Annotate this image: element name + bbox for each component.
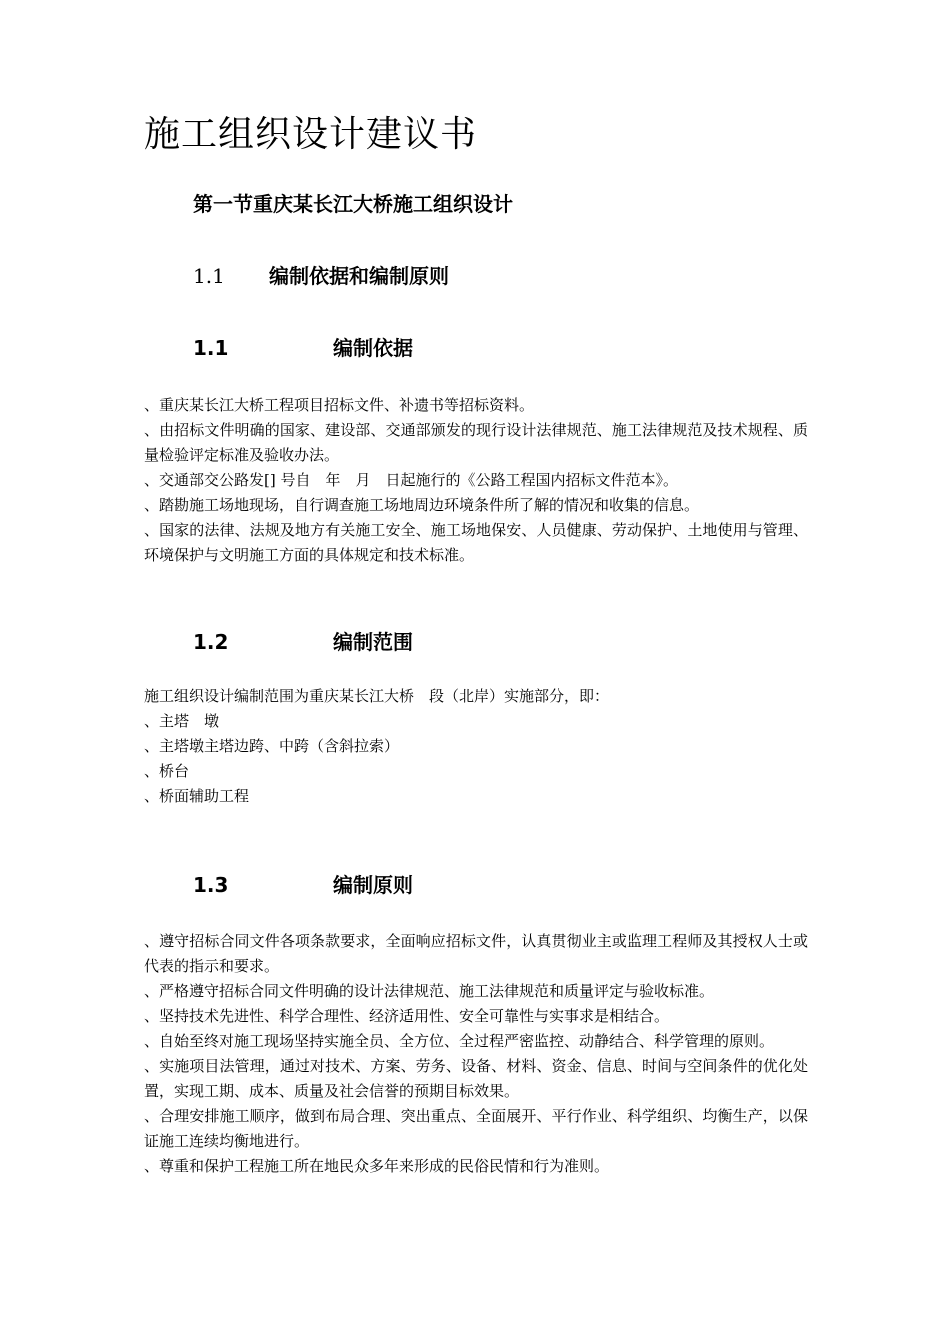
paragraph: 、合理安排施工顺序，做到布局合理、突出重点、全面展开、平行作业、科学组织、均衡生产，以保证施工连续均衡地进行。 (144, 1107, 808, 1150)
paragraph: 、交通部交公路发[] 号自 年 月 日起施行的《公路工程国内招标文件范本》。 (144, 471, 678, 489)
paragraph: 施工组织设计编制范围为重庆某长江大桥 段（北岸）实施部分，即： (144, 687, 610, 705)
document-title: 施工组织设计建议书 (144, 114, 478, 155)
subsection-heading-basis (193, 332, 413, 361)
section-title: 第一节重庆某长江大桥施工组织设计 (193, 192, 513, 216)
paragraph: 、由招标文件明确的国家、建设部、交通部颁发的现行设计法律规范、施工法律规范及技术规程、质量检验评定标准及验收办法。 (144, 421, 808, 464)
scope-paragraphs (144, 684, 808, 809)
chapter-number: 1.1 (193, 264, 225, 288)
chapter-title: 编制依据和编制原则 (269, 264, 449, 288)
list-item: 、桥台 (144, 762, 190, 780)
paragraph: 、坚持技术先进性、科学合理性、经济适用性、安全可靠性与实事求是相结合。 (144, 1007, 670, 1025)
list-item: 、主塔墩主塔边跨、中跨（含斜拉索） (144, 737, 400, 755)
paragraph: 、严格遵守招标合同文件明确的设计法律规范、施工法律规范和质量评定与验收标准。 (144, 982, 715, 1000)
subsection-heading-scope (193, 626, 413, 655)
subsection-title: 编制原则 (333, 873, 413, 897)
paragraph: 、尊重和保护工程施工所在地民众多年来形成的民俗民情和行为准则。 (144, 1157, 610, 1175)
basis-paragraphs (144, 393, 808, 568)
list-item: 、主塔 墩 (144, 712, 220, 730)
subsection-number: 1.3 (193, 873, 229, 897)
paragraph: 、踏勘施工场地现场，自行调查施工场地周边环境条件所了解的情况和收集的信息。 (144, 496, 700, 514)
subsection-title: 编制范围 (333, 630, 413, 654)
paragraph: 、实施项目法管理，通过对技术、方案、劳务、设备、材料、资金、信息、时间与空间条件的优化处置，实现工期、成本、质量及社会信誉的预期目标效果。 (144, 1057, 808, 1100)
subsection-number: 1.2 (193, 630, 229, 654)
principles-paragraphs (144, 929, 808, 1179)
paragraph: 、国家的法律、法规及地方有关施工安全、施工场地保安、人员健康、劳动保护、土地使用与管理、环境保护与文明施工方面的具体规定和技术标准。 (144, 521, 808, 564)
subsection-title: 编制依据 (333, 336, 413, 360)
list-item: 、桥面辅助工程 (144, 787, 250, 805)
paragraph: 、自始至终对施工现场坚持实施全员、全方位、全过程严密监控、动静结合、科学管理的原则。 (144, 1032, 775, 1050)
subsection-heading-principles (193, 869, 413, 898)
chapter-heading (193, 260, 449, 289)
paragraph: 、遵守招标合同文件各项条款要求，全面响应招标文件，认真贯彻业主或监理工程师及其授权人士或代表的指示和要求。 (144, 932, 808, 975)
paragraph: 、重庆某长江大桥工程项目招标文件、补遗书等招标资料。 (144, 396, 535, 414)
subsection-number: 1.1 (193, 336, 229, 360)
